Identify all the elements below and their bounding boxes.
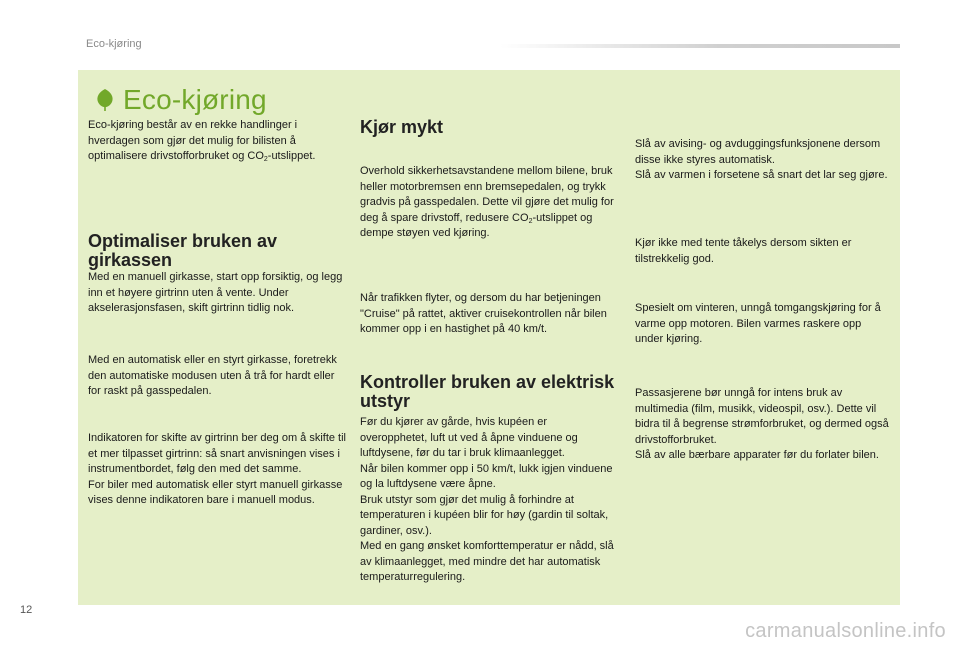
smooth-p1-before: Overhold sikkerhetsavstandene mellom bilene, bruk heller motorbremsen enn bremsepedalen, og trykk gradvis på gasspedalen. Dette vil gjøre det mulig for deg å spare drivstoff, redusere CO: [360, 165, 614, 224]
page-header-title: Eco-kjøring: [86, 38, 142, 50]
electric-paragraphs: [360, 415, 615, 586]
gearbox-heading: Optimaliser bruken av girkassen: [88, 231, 278, 270]
gearbox-p1: Med en manuell girkasse, start opp forsiktig, og legg inn et høyere girtrinn uten å vente. Under akselerasjonsfasen, skift girtrinn tidlig nok.: [88, 271, 343, 314]
right-p5: Passasjerene bør unngå for intens bruk av multimedia (film, musikk, videospil, osv.). Dette vil bidra til å begrense strømforbruket, og dermed også drivstofforbruket.: [635, 387, 889, 446]
right-paragraph-4: [635, 386, 890, 464]
smooth-heading: Kjør mykt: [360, 117, 444, 137]
right-p2: Slå av varmen i forsetene så snart det lar seg gjøre.: [635, 169, 888, 181]
smooth-p1-sub: 2: [528, 217, 533, 225]
intro-before: Eco-kjøring består av en rekke handlinger i hverdagen som gjør det mulig for bilisten å optimalisere drivstofforbruket og CO: [88, 119, 298, 162]
smooth-p2: Når trafikken flyter, og dersom du har betjeningen "Cruise" på rattet, aktiver cruisekontrollen når bilen kommer opp i en hastighet på 40 km/t.: [360, 292, 607, 335]
right-paragraph-2: [635, 236, 890, 267]
right-paragraph-1: [635, 137, 890, 184]
smooth-paragraph-1: [360, 164, 615, 242]
gearbox-p4: For biler med automatisk eller styrt manuell girkasse vises denne indikatoren bare i manuell modus.: [88, 478, 343, 506]
electric-p2: Når bilen kommer opp i 50 km/t, lukk igjen vinduene og la luftdysene være åpne.: [360, 462, 613, 490]
leaf-icon: [95, 88, 115, 112]
electric-heading: Kontroller bruken av elektrisk utstyr: [360, 372, 615, 411]
electric-p4: Med en gang ønsket komforttemperatur er nådd, slå av klimaanlegget, med mindre det har automatisk temperaturregulering.: [360, 540, 614, 583]
watermark-text: carmanualsonline.info: [745, 620, 946, 642]
electric-section: [360, 373, 615, 411]
right-p4: Spesielt om vinteren, unngå tomgangskjøring for å varme opp motoren. Bilen varmes raskere opp under kjøring.: [635, 302, 881, 345]
gearbox-section: [88, 232, 350, 270]
intro-sub: 2: [263, 156, 268, 163]
right-p1: Slå av avising- og avduggingsfunksjonene dersom disse ikke styres automatisk.: [635, 138, 881, 166]
smooth-section: [360, 118, 615, 137]
page-number: 12: [20, 604, 33, 616]
gearbox-p3: Indikatoren for skifte av girtrinn ber deg om å skifte til et mer tilpasset girtrinn: så snart anvisningen vises i instrumentbordet, følg den med det samme.: [88, 432, 347, 475]
gearbox-paragraph-1: [88, 270, 350, 317]
gearbox-paragraph-3: [88, 431, 350, 509]
gearbox-paragraph-2: [88, 353, 350, 400]
intro-text: [88, 118, 350, 165]
section-title: [95, 84, 267, 116]
header-divider: [500, 44, 900, 48]
gearbox-p2: Med en automatisk eller en styrt girkasse, foretrekk den automatiske modusen uten å trå for hardt eller for raskt på gasspedalen.: [88, 354, 337, 397]
electric-p3: Bruk utstyr som gjør det mulig å forhindre at temperaturen i kupéen blir for høy (gardin til soltak, gardiner, osv.).: [360, 493, 609, 537]
right-p6: Slå av alle bærbare apparater før du forlater bilen.: [635, 449, 879, 461]
intro-after: -utslippet.: [267, 150, 316, 162]
section-heading: Eco-kjøring: [123, 84, 267, 115]
smooth-paragraph-2: [360, 291, 615, 338]
right-paragraph-3: [635, 301, 890, 348]
smooth-p1-after: -utslippet og dempe støyen ved kjøring.: [360, 211, 593, 239]
electric-p1: Før du kjører av gårde, hvis kupéen er overopphetet, luft ut ved å åpne vinduene og luftdysene, før du tar i bruk klimaanlegget.: [360, 416, 578, 459]
right-p3: Kjør ikke med tente tåkelys dersom sikten er tilstrekkelig god.: [635, 237, 852, 265]
